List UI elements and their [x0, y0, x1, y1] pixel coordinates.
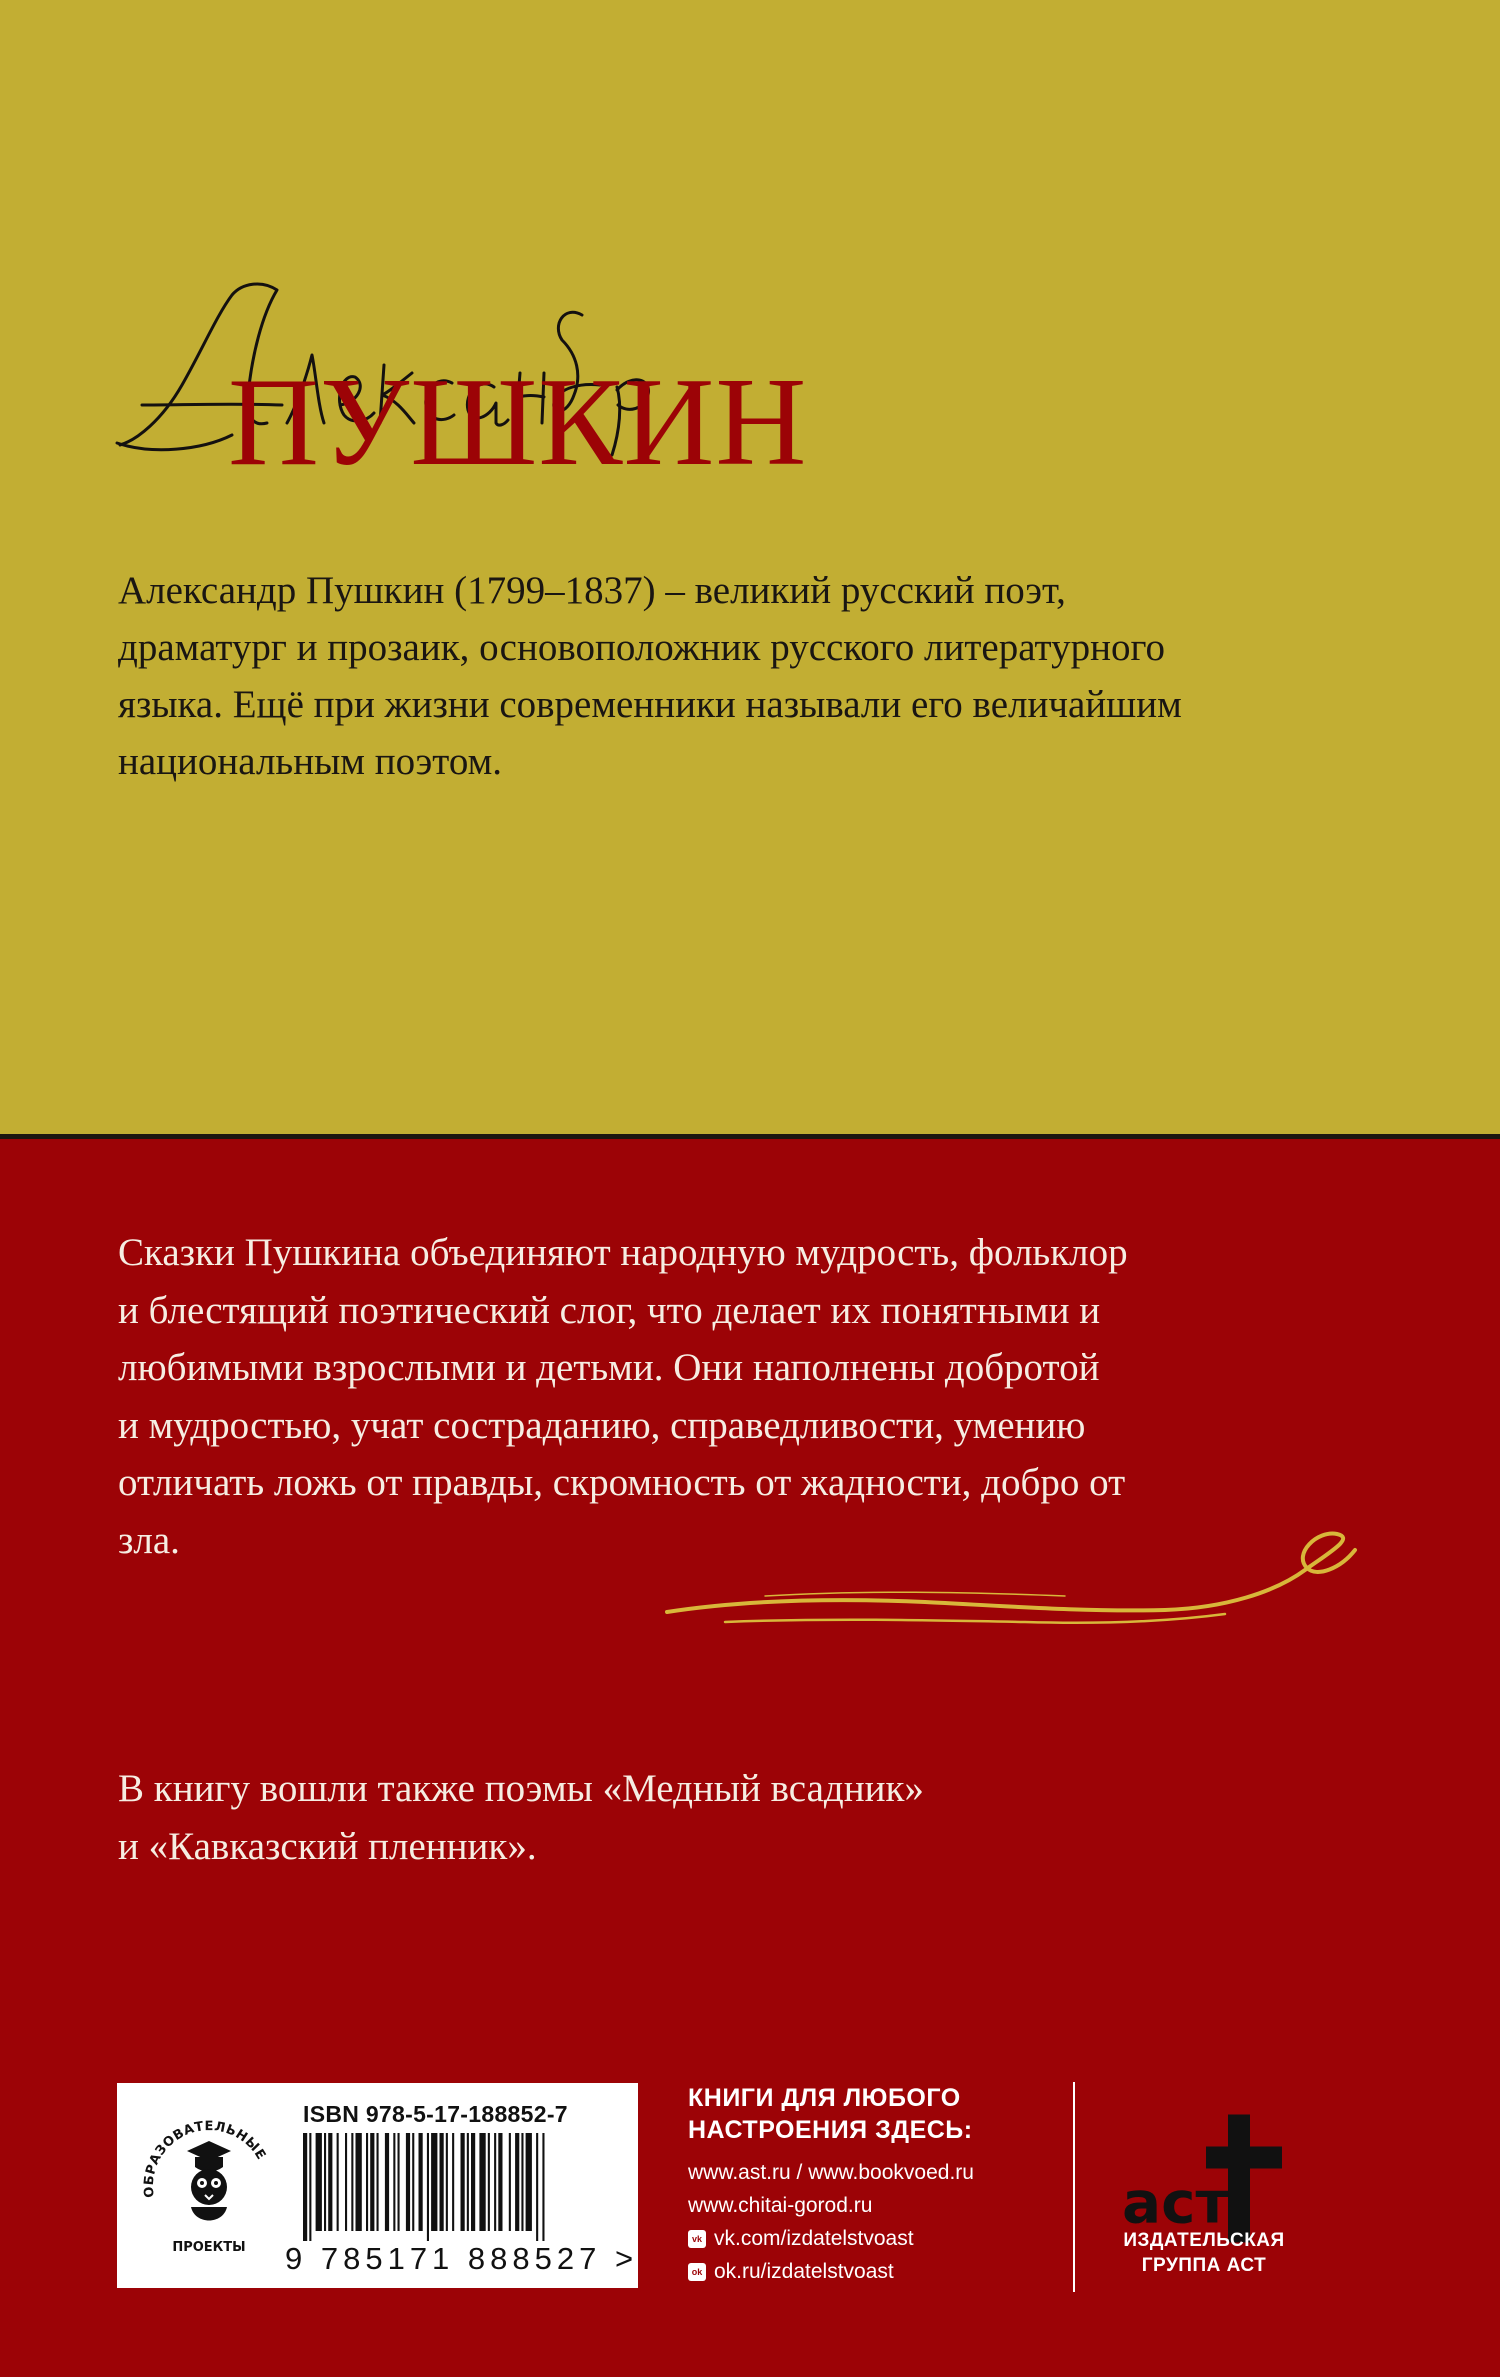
barcode-bar	[303, 2133, 307, 2241]
included-works-line: и «Кавказский пленник».	[118, 1824, 537, 1868]
publisher-label-line: ИЗДАТЕЛЬСКАЯ	[1123, 2230, 1285, 2251]
barcode-bars	[303, 2133, 608, 2241]
bio-line: Александр Пушкин (1799–1837) – великий русский поэт,	[118, 569, 1066, 612]
barcode-bar	[498, 2133, 502, 2231]
barcode-bar	[488, 2133, 490, 2231]
barcode-bar	[521, 2133, 523, 2231]
included-works-line: В книгу вошли также поэмы «Медный всадник»	[118, 1767, 924, 1810]
publisher-label-line: ГРУППА АСТ	[1141, 2255, 1267, 2276]
included-works	[118, 1760, 1398, 1875]
barcode-bar	[526, 2133, 532, 2231]
promo-heading	[688, 2082, 974, 2146]
barcode-bar	[479, 2133, 485, 2231]
link-vk[interactable]	[688, 2222, 974, 2255]
promo-block	[688, 2082, 974, 2288]
bio-line: национальным поэтом.	[118, 740, 503, 783]
barcode-bar	[542, 2133, 544, 2241]
isbn-label: ISBN 978-5-17-188852-7	[303, 2101, 568, 2127]
bio-line: драматург и прозаик, основоположник русского литературного	[118, 626, 1165, 669]
barcode-bar	[446, 2133, 448, 2231]
svg-text:ПРОЕКТЫ: ПРОЕКТЫ	[172, 2240, 246, 2255]
barcode-bar	[461, 2133, 465, 2231]
barcode-box	[117, 2083, 638, 2288]
barcode-number: 9 785171 888527 >	[285, 2241, 639, 2276]
description-line: любимыми взрослыми и детьми. Они наполнены добротой	[118, 1346, 1100, 1389]
barcode-bar	[377, 2133, 379, 2231]
barcode-bar	[471, 2133, 475, 2231]
barcode-bar	[309, 2133, 311, 2241]
description-line: и блестящий поэтический слог, что делает их понятными и	[118, 1288, 1101, 1332]
ok-icon: ok	[688, 2263, 706, 2281]
barcode-bar	[385, 2133, 389, 2231]
barcode-bar	[427, 2133, 429, 2241]
barcode-bar	[515, 2133, 519, 2231]
barcode-bar	[345, 2133, 347, 2231]
book-description	[118, 1224, 1398, 1569]
author-last-name: ПУШКИН	[228, 353, 808, 492]
barcode-bar	[419, 2133, 423, 2231]
vk-link[interactable]: vk.com/izdatelstvoast	[714, 2227, 914, 2250]
link-websites[interactable]	[688, 2156, 974, 2189]
barcode-bar	[328, 2133, 332, 2231]
barcode-bar	[351, 2133, 353, 2231]
link-chitai-gorod[interactable]	[688, 2189, 974, 2222]
barcode-bar	[398, 2133, 400, 2231]
barcode-bar	[536, 2133, 538, 2241]
barcode-bar	[337, 2133, 339, 2231]
promo-divider	[1073, 2082, 1075, 2292]
bio-line: языка. Ещё при жизни современники называли его величайшим	[118, 683, 1182, 726]
description-line: отличать ложь от правды, скромность от жадности, добро от	[118, 1461, 1126, 1504]
educational-projects-logo-icon	[135, 2101, 283, 2269]
flourish-ornament-icon	[665, 1530, 1365, 1640]
ast-logo-text: аст	[1122, 2168, 1230, 2237]
svg-text:ОБРАЗОВАТЕЛЬНЫЕ: ОБРАЗОВАТЕЛЬНЫЕ	[141, 2119, 269, 2199]
chitai-gorod-link[interactable]: www.chitai-gorod.ru	[688, 2194, 873, 2217]
barcode-bar	[393, 2133, 395, 2231]
barcode-bar	[431, 2133, 437, 2231]
barcode-bar	[467, 2133, 469, 2231]
promo-heading-line: НАСТРОЕНИЯ ЗДЕСЬ:	[688, 2116, 973, 2144]
description-line: зла.	[118, 1518, 180, 1562]
barcode-bar	[452, 2133, 454, 2231]
author-bio	[118, 562, 1398, 790]
barcode-bar	[494, 2133, 496, 2231]
barcode-bar	[366, 2133, 368, 2231]
barcode-bar	[324, 2133, 326, 2231]
websites-link[interactable]: www.ast.ru / www.bookvoed.ru	[688, 2161, 974, 2184]
publisher-label	[1104, 2228, 1304, 2278]
barcode-bar	[406, 2133, 410, 2231]
barcode-bar	[440, 2133, 444, 2231]
barcode-bar	[412, 2133, 414, 2231]
barcode-bar	[316, 2133, 322, 2231]
link-ok[interactable]	[688, 2255, 974, 2288]
description-line: Сказки Пушкина объединяют народную мудрость, фольклор	[118, 1231, 1128, 1274]
promo-heading-line: КНИГИ ДЛЯ ЛЮБОГО	[688, 2084, 961, 2112]
promo-links	[688, 2156, 974, 2288]
ok-link[interactable]: ok.ru/izdatelstvoast	[714, 2260, 894, 2283]
barcode-bar	[370, 2133, 374, 2231]
barcode-bar	[509, 2133, 511, 2231]
description-line: и мудростью, учат состраданию, справедливости, умению	[118, 1403, 1086, 1447]
vk-icon: vk	[688, 2230, 706, 2248]
barcode-bar	[356, 2133, 362, 2231]
